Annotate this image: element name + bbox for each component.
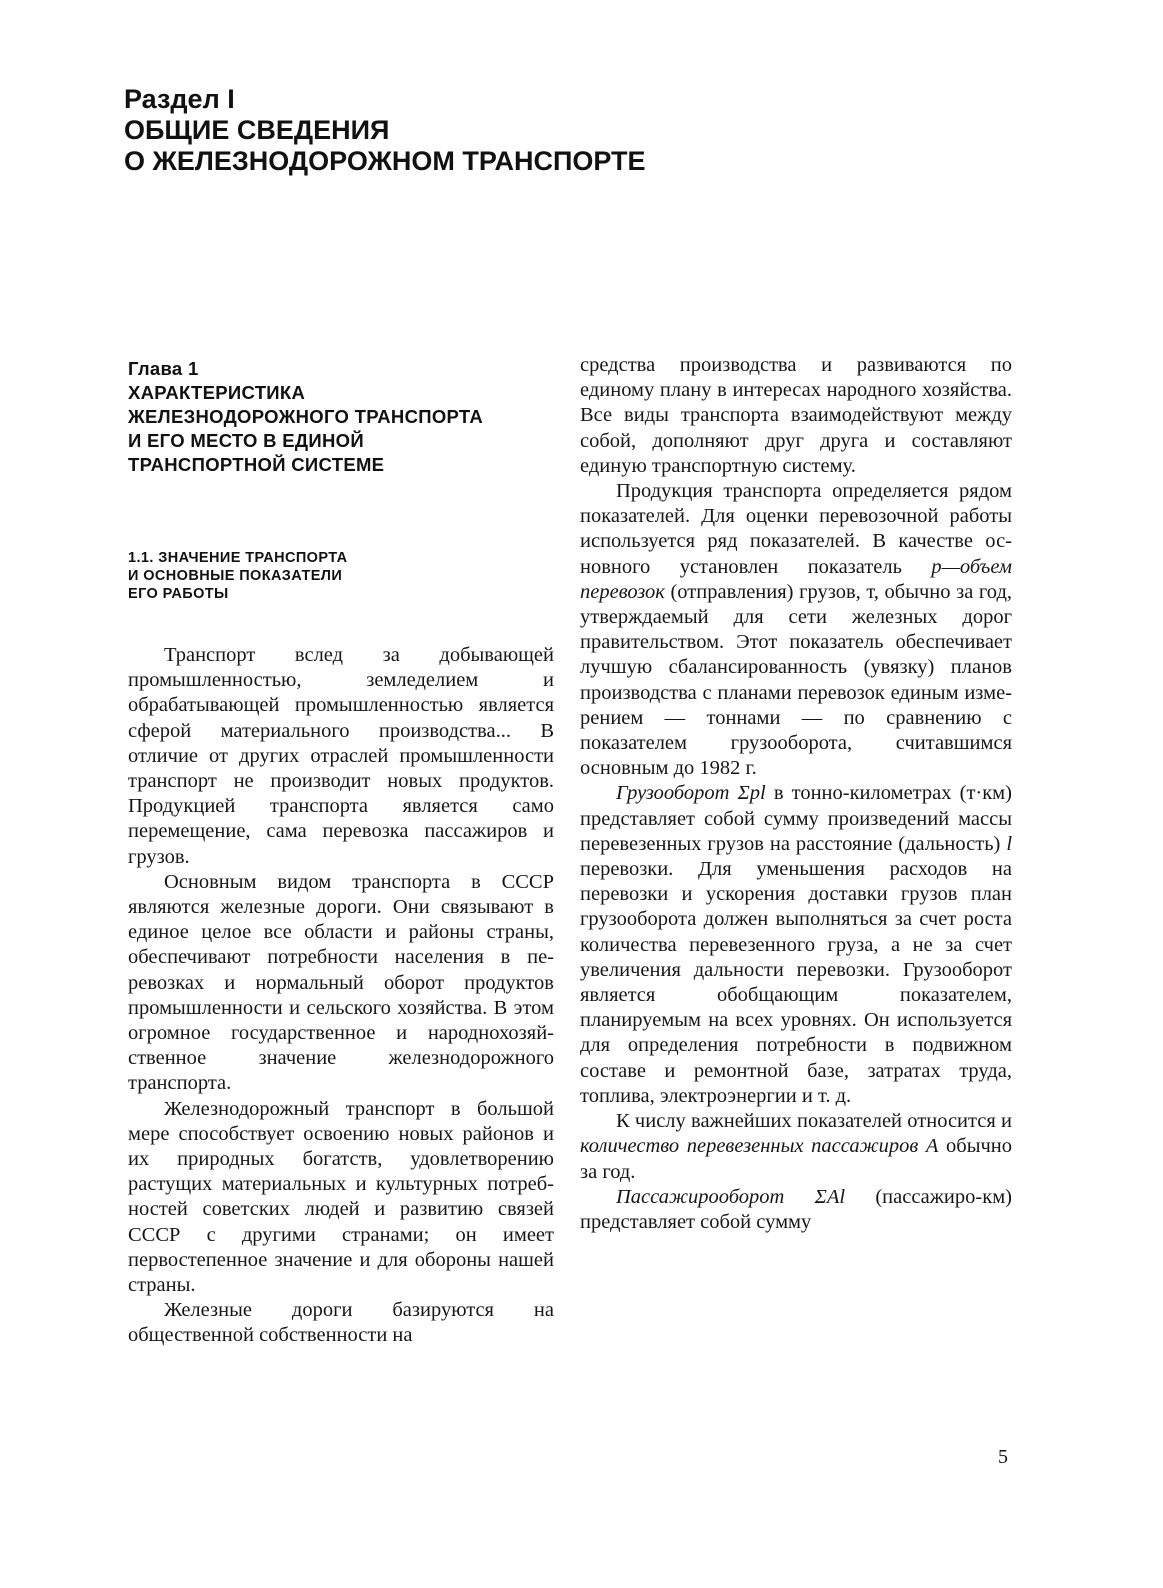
body-paragraph: Основным видом транспорта в СССР являются железные дороги. Они связывают в единое целое все области и районы страны, обеспечивают потребности населения в перевозках и нормальный оборот продуктов промышленности и сельского хозяйства. В этом огромное государственное и народнохозяйственное значение железнодорожного транспорта. <box>128 870 554 1095</box>
paragraph-text: Продукция транспорта определяется рядом показателей. Для оценки перевозочной работы используется ряд показателей. В качестве основного установлен показатель <box>580 480 1012 578</box>
subsection-title-line: ЕГО РАБОТЫ <box>128 586 229 602</box>
term-cargo-volume: p—объем перевозок <box>580 555 1012 603</box>
chapter-heading <box>128 357 554 477</box>
right-column <box>580 353 1012 1235</box>
chapter-title-line: И ЕГО МЕСТО В ЕДИНОЙ <box>128 430 364 451</box>
term-passenger-turnover: Пассажирооборот ΣAl <box>616 1185 846 1208</box>
paragraph-text: перевозки. Для уменьшения расходов на перевозки и ускорения доставки грузов план грузооборота должен выполняться за счет роста количества перевезенного груза, а не за счет увеличения дальности перевозки. Грузооборот является обобщающим показателем, планируемым на всех уровнях. Он используется для определения потребности в подвижном составе и ремонтной базе, затратах труда, топлива, электроэнергии и т. д. <box>580 858 1012 1107</box>
body-paragraph: Транспорт вслед за добывающей промышленностью, земледелием и обрабатывающей промышленностью является сферой материального производства... В отличие от других отраслей промышленности транспорт не производит новых продуктов. Продукцией транспорта является само перемещение, сама перевозка пассажиров и грузов. <box>128 644 554 868</box>
body-paragraph <box>580 781 1012 1109</box>
subsection-title-line: И ОСНОВНЫЕ ПОКАЗАТЕЛИ <box>128 568 343 584</box>
body-paragraph: Железные дороги базируются на общественной собственности на <box>128 1299 554 1347</box>
left-column <box>128 353 554 1349</box>
paragraph-text: (отправления) грузов, т, обычно за год, утверждаемый для сети железных дорог правительством. Этот показатель обеспечивает лучшую сбалансированность (увязку) планов производства с планами перевозок единым измерением — тоннами — по сравнению с показателем грузооборота, считавшимся основным до 1982 г. <box>580 580 1013 780</box>
term-freight-turnover: Грузооборот Σpl <box>616 782 766 805</box>
body-paragraph <box>580 479 1012 781</box>
chapter-title-line: ХАРАКТЕРИСТИКА <box>128 382 306 403</box>
paragraph-text: К числу важнейших показателей относится и <box>616 1110 1012 1133</box>
body-paragraph: Железнодорожный транспорт в большой мере способствует освоению новых районов и их природных богатств, удовлетворению растущих материальных и культурных потребностей советских людей и развитию связей СССР с другими странами; он имеет первостепенное значение и для обороны нашей страны. <box>128 1097 554 1297</box>
section-label: Раздел I <box>124 84 235 114</box>
paragraph-text: в тонно-километрах (т·км) представляет собой сумму произведений массы перевезенных грузов на расстояние (дальность) <box>580 782 1012 855</box>
chapter-label: Глава 1 <box>128 358 199 379</box>
section-title-line-2: О ЖЕЛЕЗНОДОРОЖНОМ ТРАНСПОРТЕ <box>124 146 646 176</box>
section-heading <box>124 84 884 177</box>
term-passengers-count: количество перевезенных пассажиров A <box>580 1135 939 1158</box>
page-number: 5 <box>998 1446 1008 1468</box>
term-distance-symbol: l <box>1006 832 1013 855</box>
body-paragraph-continued: средства производства и развиваются по единому плану в интересах народного хозяйства. Все виды транспорта взаимодействуют между собой, дополняют друг друга и составляют единую транспортную систему. <box>580 354 1012 477</box>
section-title-line-1: ОБЩИЕ СВЕДЕНИЯ <box>124 115 390 145</box>
paragraph-text: (пассажиро-км) представляет собой сумму <box>580 1185 1012 1233</box>
paragraph-text: обычно за год. <box>580 1135 1012 1183</box>
chapter-title-line: ЖЕЛЕЗНОДОРОЖНОГО ТРАНСПОРТА <box>128 406 484 427</box>
body-paragraph <box>580 1185 1012 1235</box>
body-paragraph <box>580 1109 1012 1185</box>
subsection-title-line: 1.1. ЗНАЧЕНИЕ ТРАНСПОРТА <box>128 550 348 566</box>
subsection-heading <box>128 549 554 603</box>
chapter-title-line: ТРАНСПОРТНОЙ СИСТЕМЕ <box>128 454 385 475</box>
